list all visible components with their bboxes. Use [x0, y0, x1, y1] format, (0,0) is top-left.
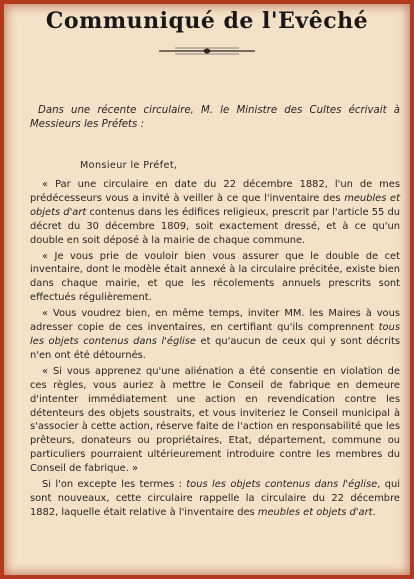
- paragraph-1: « Par une circulaire en date du 22 décembre 1882, l'un de mes prédécesseurs vous a invité à veiller à ce que l'inventaire des meubles et objets d'art contenus dans les édifices religieux, prescrit par l'article 55 du décret du 30 décembre 1809, soit exactement dressé, et à ce qu'un double en soit déposé à la mairie de chaque commune.: [30, 179, 400, 246]
- document-title: Communiqué de l'Evêché: [45, 8, 369, 34]
- paragraph-2: « Je vous prie de vouloir bien vous assurer que le double de cet inventaire, dont le modèle était annexé à la circulaire précitée, existe bien dans chaque mairie, et que les récolements annuels prescrits sont effectués régulièrement.: [30, 250, 400, 304]
- paragraph-3: « Vous voudrez bien, en même temps, inviter MM. les Maires à vous adresser copie de ces inventaires, en certifiant qu'ils comprennent tous les objets contenus dans l'église et qu'aucun de ceux qui y sont décrits n'en ont été détournés.: [30, 308, 400, 361]
- body-text: [30, 178, 400, 522]
- salutation: Monsieur le Préfet,: [80, 160, 178, 171]
- ornament-divider-icon: [157, 44, 257, 58]
- intro-paragraph: Dans une récente circulaire, M. le Ministre des Cultes écrivait à Messieurs les Préfets :: [30, 105, 400, 130]
- paragraph-4: « Si vous apprenez qu'une aliénation a été consentie en violation de ces règles, vous auriez à mettre le Conseil de fabrique en demeure d'intenter immédiatement une action en revendication contre les détenteurs des objets soustraits, et vous inviteriez le Conseil municipal à s'associer à cette action, réserve faite de l'action en responsabilité que les prêteurs, donateurs ou propriétaires, Etat, département, commune ou particuliers pourraient ultérieurement introduire contre les membres du Conseil de fabrique. »: [30, 365, 400, 475]
- paragraph-5: Si l'on excepte les termes : tous les objets contenus dans l'église, qui sont nouveaux, cette circulaire rappelle la circulaire du 22 décembre 1882, laquelle était relative à l'inventaire des meubles et objets d'art.: [30, 479, 400, 518]
